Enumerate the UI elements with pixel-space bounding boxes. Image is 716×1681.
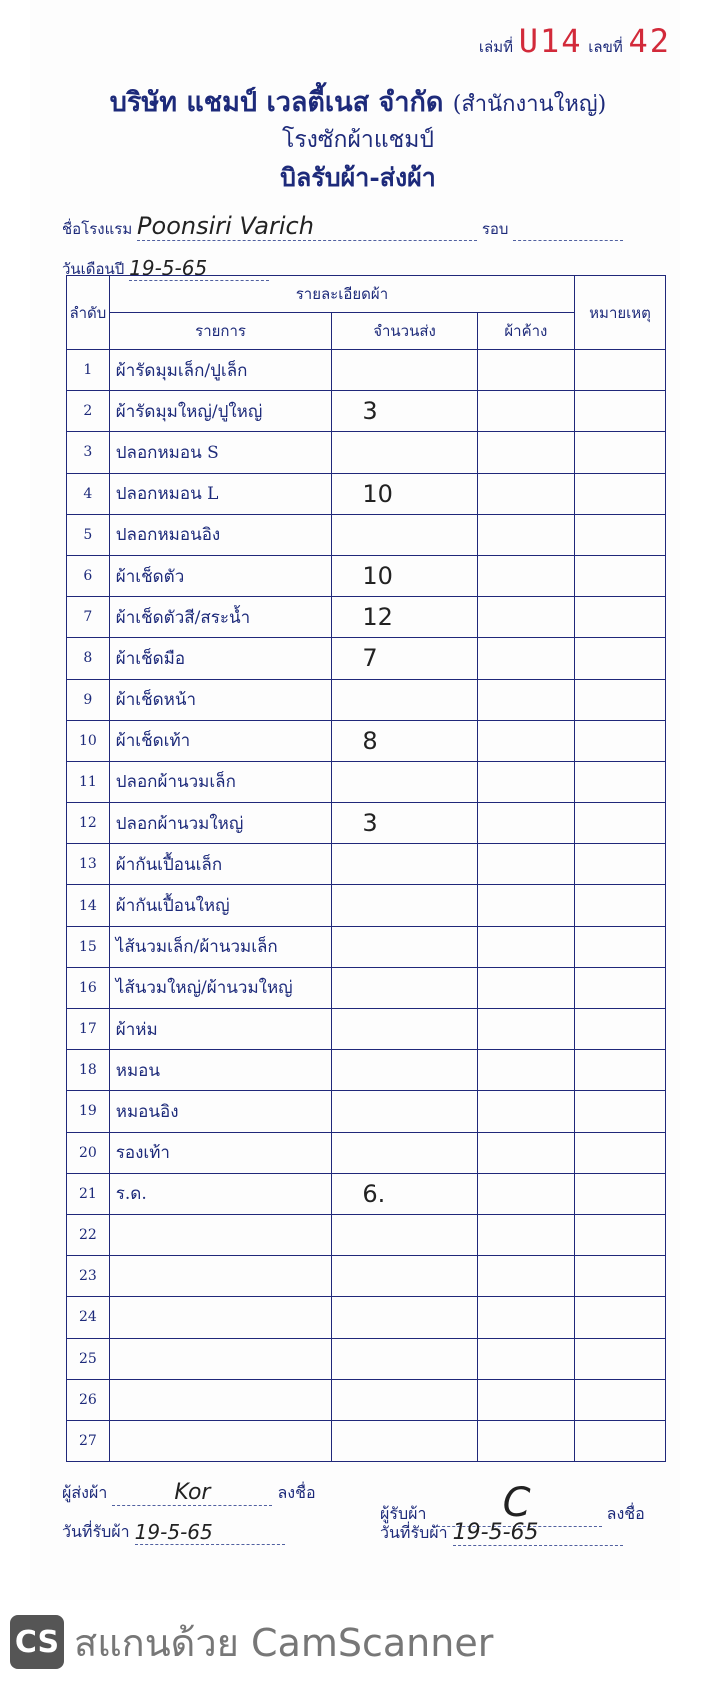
row-number: 25 — [67, 1338, 110, 1379]
row-note — [575, 1338, 666, 1379]
row-pending — [477, 432, 574, 473]
row-sent-qty — [332, 1009, 477, 1050]
row-item: ปลอกหมอน L — [109, 473, 332, 514]
row-pending — [477, 679, 574, 720]
bill-title: บิลรับผ้า-ส่งผ้า — [280, 163, 436, 192]
row-number: 23 — [67, 1256, 110, 1297]
row-number: 16 — [67, 967, 110, 1008]
row-item: ไส้นวมเล็ก/ผ้านวมเล็ก — [109, 926, 332, 967]
row-pending — [477, 926, 574, 967]
table-row — [67, 844, 666, 885]
table-row — [67, 1256, 666, 1297]
watermark-text: สแกนด้วย CamScanner — [74, 1620, 494, 1665]
row-item — [109, 1379, 332, 1420]
row-note — [575, 967, 666, 1008]
row-number: 8 — [67, 638, 110, 679]
row-pending — [477, 597, 574, 638]
row-note — [575, 473, 666, 514]
row-note — [575, 1132, 666, 1173]
left-receive-date-value: 19-5-65 — [135, 1520, 285, 1545]
table-row — [67, 350, 666, 391]
row-number: 7 — [67, 597, 110, 638]
row-sent-qty: 6. — [332, 1173, 477, 1214]
sender-label: ผู้ส่งผ้า — [62, 1483, 108, 1502]
row-note — [575, 555, 666, 596]
row-pending — [477, 638, 574, 679]
row-sent-qty — [332, 1256, 477, 1297]
camscanner-logo-icon: CS — [10, 1615, 64, 1669]
col-detail-header: รายละเอียดผ้า — [109, 276, 574, 313]
table-row — [67, 1379, 666, 1420]
row-pending — [477, 1338, 574, 1379]
row-number: 5 — [67, 514, 110, 555]
row-number: 9 — [67, 679, 110, 720]
row-pending — [477, 514, 574, 555]
right-receive-date — [380, 1520, 623, 1546]
row-note — [575, 1214, 666, 1255]
table-row — [67, 555, 666, 596]
table-row — [67, 1132, 666, 1173]
row-item — [109, 1420, 332, 1461]
row-pending — [477, 1420, 574, 1461]
row-sent-qty: 3 — [332, 803, 477, 844]
row-sent-qty — [332, 967, 477, 1008]
sender-signature — [62, 1480, 316, 1506]
row-note — [575, 844, 666, 885]
receiver-sign-value: C — [432, 1480, 602, 1527]
row-number: 14 — [67, 885, 110, 926]
camscanner-watermark — [10, 1612, 493, 1672]
company-name — [0, 80, 716, 123]
row-number: 1 — [67, 350, 110, 391]
row-item — [109, 1214, 332, 1255]
row-number: 4 — [67, 473, 110, 514]
row-note — [575, 514, 666, 555]
row-pending — [477, 391, 574, 432]
row-number: 22 — [67, 1214, 110, 1255]
sender-sign-label: ลงชื่อ — [277, 1483, 316, 1502]
row-item: ปลอกหมอนอิง — [109, 514, 332, 555]
row-note — [575, 1091, 666, 1132]
row-item — [109, 1338, 332, 1379]
factory-name: โรงซักผ้าแชมป์ — [281, 127, 435, 153]
row-item: ผ้าห่ม — [109, 1009, 332, 1050]
row-sent-qty: 10 — [332, 473, 477, 514]
col-pending-header: ผ้าค้าง — [477, 313, 574, 350]
table-row — [67, 1214, 666, 1255]
col-no-header: ลำดับ — [67, 276, 110, 350]
table-body — [67, 350, 666, 1462]
doc-number-value: 42 — [628, 22, 671, 60]
row-number: 20 — [67, 1132, 110, 1173]
row-pending — [477, 1256, 574, 1297]
col-sent-header: จำนวนส่ง — [332, 313, 477, 350]
row-sent-qty: 8 — [332, 720, 477, 761]
row-pending — [477, 1050, 574, 1091]
table-row — [67, 638, 666, 679]
row-note — [575, 1050, 666, 1091]
table-row — [67, 597, 666, 638]
row-item: ผ้ากันเปื้อนเล็ก — [109, 844, 332, 885]
row-pending — [477, 761, 574, 802]
row-number: 3 — [67, 432, 110, 473]
hotel-label: ชื่อโรงแรม — [62, 220, 133, 238]
row-sent-qty: 3 — [332, 391, 477, 432]
row-item: หมอน — [109, 1050, 332, 1091]
row-item: ผ้ากันเปื้อนใหญ่ — [109, 885, 332, 926]
right-receive-date-value: 19-5-65 — [453, 1520, 623, 1546]
row-sent-qty — [332, 1214, 477, 1255]
col-item-header: รายการ — [109, 313, 332, 350]
row-sent-qty — [332, 679, 477, 720]
row-sent-qty — [332, 350, 477, 391]
row-sent-qty — [332, 1091, 477, 1132]
table-row — [67, 1297, 666, 1338]
row-pending — [477, 1297, 574, 1338]
table-row — [67, 967, 666, 1008]
row-item: หมอนอิง — [109, 1091, 332, 1132]
table-row — [67, 926, 666, 967]
row-note — [575, 720, 666, 761]
row-pending — [477, 473, 574, 514]
row-note — [575, 1379, 666, 1420]
row-item: ปลอกหมอน S — [109, 432, 332, 473]
row-number: 12 — [67, 803, 110, 844]
row-sent-qty — [332, 1050, 477, 1091]
company-branch: (สำนักงานใหญ่) — [452, 92, 607, 117]
row-note — [575, 1256, 666, 1297]
row-item: ผ้าเช็ดตัวสี/สระน้ำ — [109, 597, 332, 638]
row-number: 15 — [67, 926, 110, 967]
row-note — [575, 638, 666, 679]
table-row — [67, 679, 666, 720]
row-number: 11 — [67, 761, 110, 802]
row-item: ปลอกผ้านวมใหญ่ — [109, 803, 332, 844]
left-receive-date-label: วันที่รับผ้า — [62, 1522, 130, 1541]
row-item: ผ้าเช็ดมือ — [109, 638, 332, 679]
row-number: 21 — [67, 1173, 110, 1214]
book-number — [479, 22, 671, 60]
row-number: 2 — [67, 391, 110, 432]
right-receive-date-label: วันที่รับผ้า — [380, 1523, 448, 1542]
row-sent-qty — [332, 1379, 477, 1420]
book-label: เล่มที่ — [478, 38, 513, 56]
row-item: ผ้ารัดมุมใหญ่/ปูใหญ่ — [109, 391, 332, 432]
row-note — [575, 597, 666, 638]
row-sent-qty — [332, 926, 477, 967]
row-number: 10 — [67, 720, 110, 761]
company-name-text: บริษัท แชมป์ เวลตี้เนส จำกัด — [109, 87, 444, 118]
row-number: 26 — [67, 1379, 110, 1420]
sender-value: Kor — [112, 1480, 272, 1506]
row-pending — [477, 555, 574, 596]
table-row — [67, 1173, 666, 1214]
row-note — [575, 1009, 666, 1050]
row-pending — [477, 885, 574, 926]
row-item: ผ้าเช็ดหน้า — [109, 679, 332, 720]
row-pending — [477, 1173, 574, 1214]
row-note — [575, 803, 666, 844]
row-pending — [477, 803, 574, 844]
row-pending — [477, 1009, 574, 1050]
date-value: 19-5-65 — [129, 256, 269, 281]
row-pending — [477, 844, 574, 885]
date-label: วันเดือนปี — [62, 260, 125, 278]
book-number-value: U14 — [518, 22, 583, 60]
hotel-value: Poonsiri Varich — [137, 212, 477, 241]
table-row — [67, 720, 666, 761]
row-number: 17 — [67, 1009, 110, 1050]
row-item — [109, 1256, 332, 1297]
row-note — [575, 1420, 666, 1461]
row-note — [575, 1297, 666, 1338]
row-sent-qty — [332, 432, 477, 473]
row-sent-qty — [332, 1297, 477, 1338]
receiver-sign-label: ลงชื่อ — [606, 1504, 645, 1523]
laundry-table — [66, 275, 666, 1462]
receiver-label: ผู้รับผ้า — [380, 1504, 427, 1523]
row-sent-qty — [332, 1132, 477, 1173]
row-item — [109, 1297, 332, 1338]
row-sent-qty — [332, 1420, 477, 1461]
table-row — [67, 391, 666, 432]
row-pending — [477, 350, 574, 391]
table-row — [67, 1050, 666, 1091]
row-note — [575, 926, 666, 967]
row-note — [575, 679, 666, 720]
row-note — [575, 432, 666, 473]
table-row — [67, 1009, 666, 1050]
row-sent-qty: 10 — [332, 555, 477, 596]
row-note — [575, 350, 666, 391]
table-row — [67, 1091, 666, 1132]
doc-number-label: เลขที่ — [588, 38, 623, 56]
row-sent-qty — [332, 885, 477, 926]
row-pending — [477, 1091, 574, 1132]
row-sent-qty — [332, 1338, 477, 1379]
table-row — [67, 1420, 666, 1461]
row-sent-qty — [332, 844, 477, 885]
table-row — [67, 885, 666, 926]
table-row — [67, 432, 666, 473]
row-sent-qty — [332, 514, 477, 555]
row-item: ผ้าเช็ดตัว — [109, 555, 332, 596]
row-item: รองเท้า — [109, 1132, 332, 1173]
row-item: ปลอกผ้านวมเล็ก — [109, 761, 332, 802]
row-number: 27 — [67, 1420, 110, 1461]
row-pending — [477, 967, 574, 1008]
row-number: 18 — [67, 1050, 110, 1091]
row-sent-qty: 12 — [332, 597, 477, 638]
row-note — [575, 1173, 666, 1214]
row-pending — [477, 1132, 574, 1173]
table-row — [67, 514, 666, 555]
row-item: ผ้ารัดมุมเล็ก/ปูเล็ก — [109, 350, 332, 391]
row-sent-qty: 7 — [332, 638, 477, 679]
round-value — [513, 240, 623, 241]
hotel-field — [62, 212, 623, 241]
row-item: ผ้าเช็ดเท้า — [109, 720, 332, 761]
row-number: 19 — [67, 1091, 110, 1132]
row-item: ไส้นวมใหญ่/ผ้านวมใหญ่ — [109, 967, 332, 1008]
table-row — [67, 761, 666, 802]
row-pending — [477, 1379, 574, 1420]
row-item: ร.ด. — [109, 1173, 332, 1214]
row-note — [575, 885, 666, 926]
row-pending — [477, 1214, 574, 1255]
table-row — [67, 473, 666, 514]
col-note-header: หมายเหตุ — [575, 276, 666, 350]
row-note — [575, 391, 666, 432]
row-number: 6 — [67, 555, 110, 596]
row-sent-qty — [332, 761, 477, 802]
row-number: 13 — [67, 844, 110, 885]
table-row — [67, 1338, 666, 1379]
row-pending — [477, 720, 574, 761]
table-row — [67, 803, 666, 844]
row-note — [575, 761, 666, 802]
round-label: รอบ — [481, 220, 509, 238]
left-receive-date — [62, 1520, 285, 1545]
row-number: 24 — [67, 1297, 110, 1338]
